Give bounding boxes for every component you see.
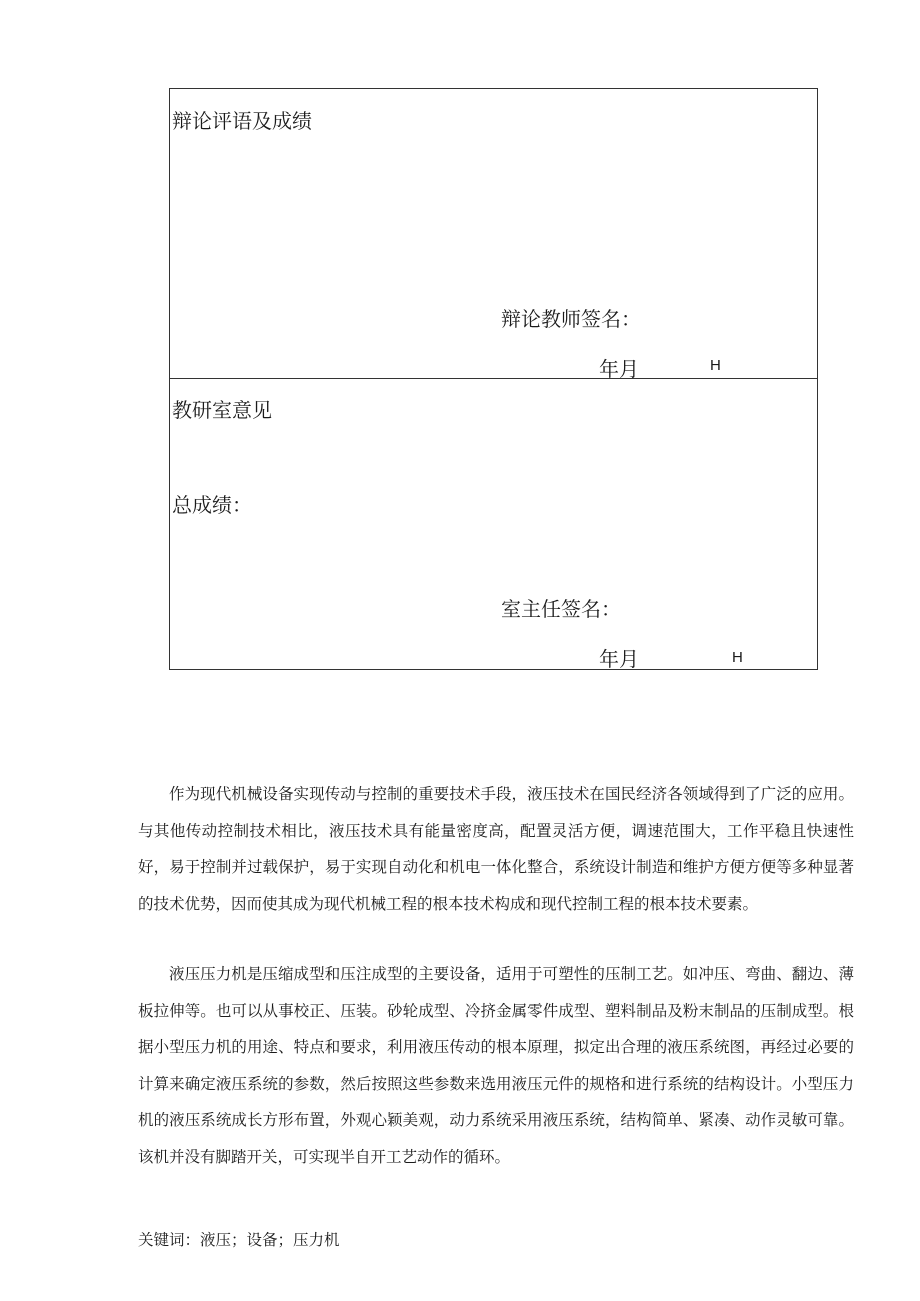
office-date-label: 年月: [599, 647, 639, 671]
defense-comment-box: [169, 88, 818, 379]
defense-teacher-signature-label: 辩论教师签名：: [501, 307, 641, 331]
office-opinion-title: 教研室意见: [172, 398, 272, 422]
office-opinion-box: [169, 378, 818, 670]
office-day-mark: H: [732, 649, 743, 666]
keywords-line: 关键词：液压；设备；压力机: [138, 1231, 340, 1249]
abstract-paragraph-1: 作为现代机械设备实现传动与控制的重要技术手段，液压技术在国民经济各领域得到了广泛的应用。与其他传动控制技术相比，液压技术具有能量密度高，配置灵活方便，调速范围大，工作平稳且快速性好，易于控制并过载保护，易于实现自动化和机电一体化整合，系统设计制造和维护方便方便等多种显著的技术优势，因而使其成为现代机械工程的根本技术构成和现代控制工程的根本技术要素。: [138, 785, 854, 913]
director-signature-label: 室主任签名：: [501, 597, 621, 621]
defense-comment-title: 辩论评语及成绩: [172, 109, 312, 133]
defense-date-label: 年月: [599, 357, 639, 381]
abstract-paragraph-2: 液压压力机是压缩成型和压注成型的主要设备，适用于可塑性的压制工艺。如冲压、弯曲、翻边、薄板拉伸等。也可以从事校正、压装。砂轮成型、冷挤金属零件成型、塑料制品及粉末制品的压制成型。根据小型压力机的用途、特点和要求，利用液压传动的根本原理，拟定出合理的液压系统图，再经过必要的计算来确定液压系统的参数，然后按照这些参数来选用液压元件的规格和进行系统的结构设计。小型压力机的液压系统成长方形布置，外观心颖美观，动力系统采用液压系统，结构简单、紧凑、动作灵敏可靠。该机并没有脚踏开关，可实现半自开工艺动作的循环。: [138, 965, 854, 1166]
total-score-label: 总成绩：: [172, 493, 252, 517]
defense-day-mark: H: [710, 357, 721, 374]
